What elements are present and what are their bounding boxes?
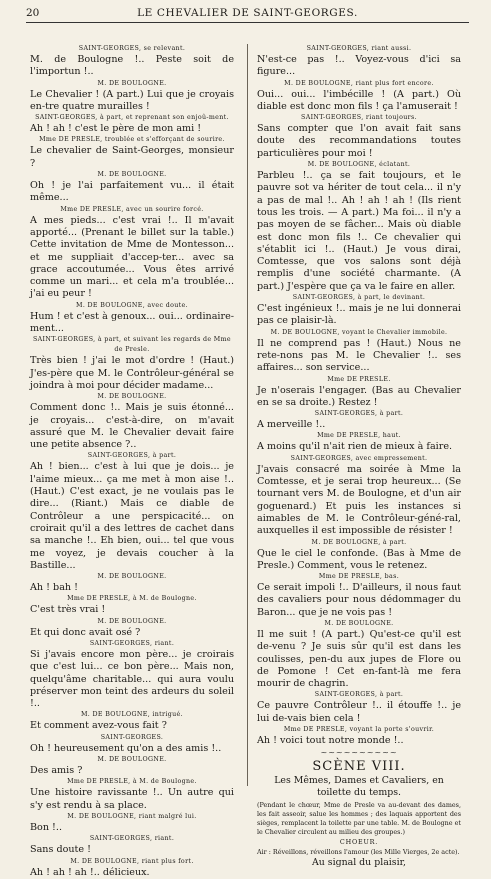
speaker-cue: M. DE BOULOGNE. [97,756,167,764]
dialogue-line: M. de Boulogne !.. Peste soit de l'importun !.. [30,54,234,78]
speaker-cue: SAINT-GEORGES, à part, et reprenant son enjoû-ment. [35,114,229,122]
dialogue-line: Si j'avais encore mon père... je croirais que c'est lui... ce bon père... Mais non, quelqu'âme charitable... qui aura voulu préserver mon teint des ardeurs du soleil !.. [30,648,234,710]
page-number: 20 [26,7,40,19]
air-line: Air : Réveillons, réveillons l'amour (les Mille Vierges, 2e acte). [257,847,460,856]
speaker-cue: SAINT-GEORGES, à part. [314,691,404,699]
song-first-line: Au signal du plaisir, [311,856,407,868]
dialogue-line: Oh ! heureusement qu'on a des amis !.. [30,742,222,754]
scene-subtitle: Les Mêmes, Dames et Cavaliers, en toilette du temps. [274,775,444,799]
dialogue-line: Oh ! je l'ai parfaitement vu... il était même... [30,180,234,204]
speaker-cue: SAINT-GEORGES, riant. [89,639,175,647]
right-dialogue [257,44,461,747]
dialogue-line: Ah ! bah ! [30,582,79,594]
speaker-cue: M. DE BOULOGNE. [97,171,167,179]
dialogue-line: Oui... oui... l'imbécille ! (A part.) Où diable est donc mon fils ! ça l'amuserait ! [257,88,461,112]
dialogue-line: Bon !.. [30,821,63,833]
dialogue-line: Ah ! ah ! c'est le père de mon ami ! [30,123,202,135]
speaker-cue: M. DE BOULOGNE. [324,619,394,627]
dialogue-line: A merveille !.. [257,419,326,431]
speaker-cue: SAINT-GEORGES, se relevant. [78,45,186,52]
speaker-cue: M. DE BOULOGNE, à part. [311,538,407,546]
scene-heading: SCÈNE VIII. [312,759,406,775]
dialogue-line: Le chevalier de Saint-Georges, monsieur ? [30,145,234,169]
dialogue-line: Très bien ! j'ai le mot d'ordre ! (Haut.) J'es-père que M. le Contrôleur-général se joindra à moi pour décider madame... [30,355,234,391]
dialogue-line: A moins qu'il n'ait rien de mieux à faire. [257,441,453,453]
dialogue-line: C'est très vrai ! [30,604,106,616]
scene-separator: ~~~~~~~~~~ [320,748,398,758]
running-header [26,4,469,23]
dialogue-line: Hum ! et c'est à genoux... oui... ordinaire-ment... [30,310,234,335]
speaker-cue: Mme DE PRESLE, à M. de Boulogne. [67,595,197,603]
dialogue-line: A mes pieds... c'est vrai !.. Il m'avait apporté... (Prenant le billet sur la table.) Cette invitation de Mme de Montesson... et me suppliait d'accep-ter... avec sa grace accoutumée... Vous êtes arrivé comme un mari... et cela m'a troublée... j'ai eu peur ! [30,214,234,300]
speaker-cue: Mme DE PRESLE, avec un sourire forcé. [60,205,204,213]
speaker-cue: SAINT-GEORGES. [100,733,164,741]
dialogue-line: Que le ciel le confonde. (Bas à Mme de Presle.) Comment, vous le retenez. [257,547,461,571]
dialogue-line: Sans doute ! [30,844,91,856]
speaker-cue: Mme DE PRESLE, à M. de Boulogne. [67,778,197,786]
dialogue-line: N'est-ce pas !.. Voyez-vous d'ici sa figure... [257,54,461,78]
dialogue-line: Ce pauvre Contrôleur !.. il étouffe !.. je lui de-vais bien cela ! [257,700,461,724]
dialogue-line: Le Chevalier ! (A part.) Lui que je croyais en-tre quatre murailles ! [30,88,234,112]
speaker-cue: SAINT-GEORGES, à part, le devinant. [292,294,426,302]
speaker-cue: M. DE BOULOGNE. [97,393,167,401]
dialogue-line: Des amis ? [30,765,83,777]
dialogue-line: J'avais consacré ma soirée à Mme la Comtesse, et je serai trop heureux... (Se tournant vers M. de Boulogne, et d'un air goguenard.) Et puis les instances si aimables de M. le Contrôleur-géné-ral, auxquelles il est impossible de résister ! [257,463,461,537]
dialogue-line: Et qui donc avait osé ? [30,626,141,638]
dialogue-line: Ce serait impoli !.. D'ailleurs, il nous faut des cavaliers pour nous dédommager du Baron... que je ne vois pas ! [257,582,461,618]
speaker-cue: SAINT-GEORGES, avec empressement. [290,454,428,462]
speaker-cue: Mme DE PRESLE, haut. [317,432,401,440]
speaker-cue: Mme DE PRESLE, troublée et s'efforçant de sourire. [39,136,225,144]
speaker-cue: M. DE BOULOGNE, voyant le Chevalier immobile. [270,328,448,336]
speaker-cue: Mme DE PRESLE. [327,375,391,383]
dialogue-line: Il ne comprend pas ! (Haut.) Nous ne rete-nons pas M. le Chevalier !.. ses affaires... son service... [257,337,461,374]
speaker-cue: SAINT-GEORGES, à part. [314,410,404,418]
dialogue-line: Il me suit ! (A part.) Qu'est-ce qu'il est de-venu ? Je suis sûr qu'il est dans les coulisses, pen-du aux jupes de Flore ou de Pomone ! Cet en-fant-là me fera mourir de chagrin. [257,628,461,690]
speaker-cue: M. DE BOULOGNE, avec doute. [76,301,188,309]
speaker-cue: M. DE BOULOGNE. [97,573,167,581]
speaker-cue: M. DE BOULOGNE, riant malgré lui. [67,812,197,820]
speaker-cue: M. DE BOULOGNE, intrigué. [81,711,183,719]
dialogue-line: Comment donc !.. Mais je suis étonné... je croyais... c'est-à-dire, on m'avait assuré que M. le Chevalier devait faire une petite absence ?.. [30,402,234,451]
dialogue-line: Ah ! bien... c'est à lui que je dois... je l'aime mieux... ça me met à mon aise !.. (Haut.) C'est exact, je ne voulais pas le dire... (Riant.) Mais ce diable de Contrôleur a une perspicacité... on croirait qu'il a des lettres de cachet dans sa manche !.. Eh bien, oui... tel que vous me voyez, je devais coucher à la Bastille... [30,461,234,571]
dialogue-line: Ah ! voici tout notre monde !.. [257,735,404,747]
dialogue-line: Et comment avez-vous fait ? [30,720,167,732]
right-column [257,44,461,869]
speaker-cue: M. DE BOULOGNE. [97,617,167,625]
dialogue-line: Je n'oserais l'engager. (Bas au Chevalier en se sa droite.) Restez ! [257,384,461,408]
dialogue-line: C'est ingénieux !.. mais je ne lui donnerai pas ce plaisir-là. [257,303,461,327]
speaker-cue: Mme DE PRESLE, voyant la porte s'ouvrir. [283,726,435,734]
dialogue-line: Parbleu !.. ça se fait toujours, et le pauvre sot va hériter de tout cela... il n'y a pas de mal !.. Ah ! ah ! ah ! (Ils rient tous les trois. — A part.) Ma foi... il n'y a pas moyen de se fâcher... Mais où diable est donc mon fils !.. Ce chevalier qui s'établit ici !.. (Haut.) Je vous dirai, Comtesse, que vos salons sont déjà remplis d'une société charmante. (A part.) J'espère que ça va le faire en aller. [257,170,461,292]
speaker-cue: SAINT-GEORGES, riant aussi. [306,45,412,52]
speaker-cue: SAINT-GEORGES, à part, et suivant les regards de Mme de Presle. [32,336,232,354]
dialogue-line: Une histoire ravissante !.. Un autre qui s'y est rendu à sa place. [30,787,234,811]
dialogue-line: Ah ! ah ! ah !.. délicieux. [30,866,150,878]
dialogue-line: Sans compter que l'on avait fait sans doute des recommandations toutes particulières pour moi ! [257,123,461,159]
running-title: LE CHEVALIER DE SAINT-GEORGES. [137,7,358,19]
chorus-label: CHOEUR. [339,837,379,846]
speaker-cue: Mme DE PRESLE, bas. [318,573,400,581]
left-column [30,44,234,879]
speaker-cue: M. DE BOULOGNE, riant plus fort. [70,857,194,865]
column-divider [247,44,248,786]
speaker-cue: M. DE BOULOGNE. [97,79,167,87]
speaker-cue: SAINT-GEORGES, riant. [89,835,175,843]
speaker-cue: M. DE BOULOGNE, riant plus fort encore. [284,79,434,87]
speaker-cue: SAINT-GEORGES, à part. [87,452,177,460]
speaker-cue: M. DE BOULOGNE, éclatant. [307,161,411,169]
scene-block [257,747,461,868]
speaker-cue: SAINT-GEORGES, riant toujours. [301,114,417,122]
stage-direction: (Pendant le chœur, Mme de Presle va au-devant des dames, les fait asseoir, salue les hommes ; des laquais apportent des sièges, remplacent la toilette par une table. M. de Boulogne et le Chevalier circulent au milieu des groupes.) [257,801,461,836]
